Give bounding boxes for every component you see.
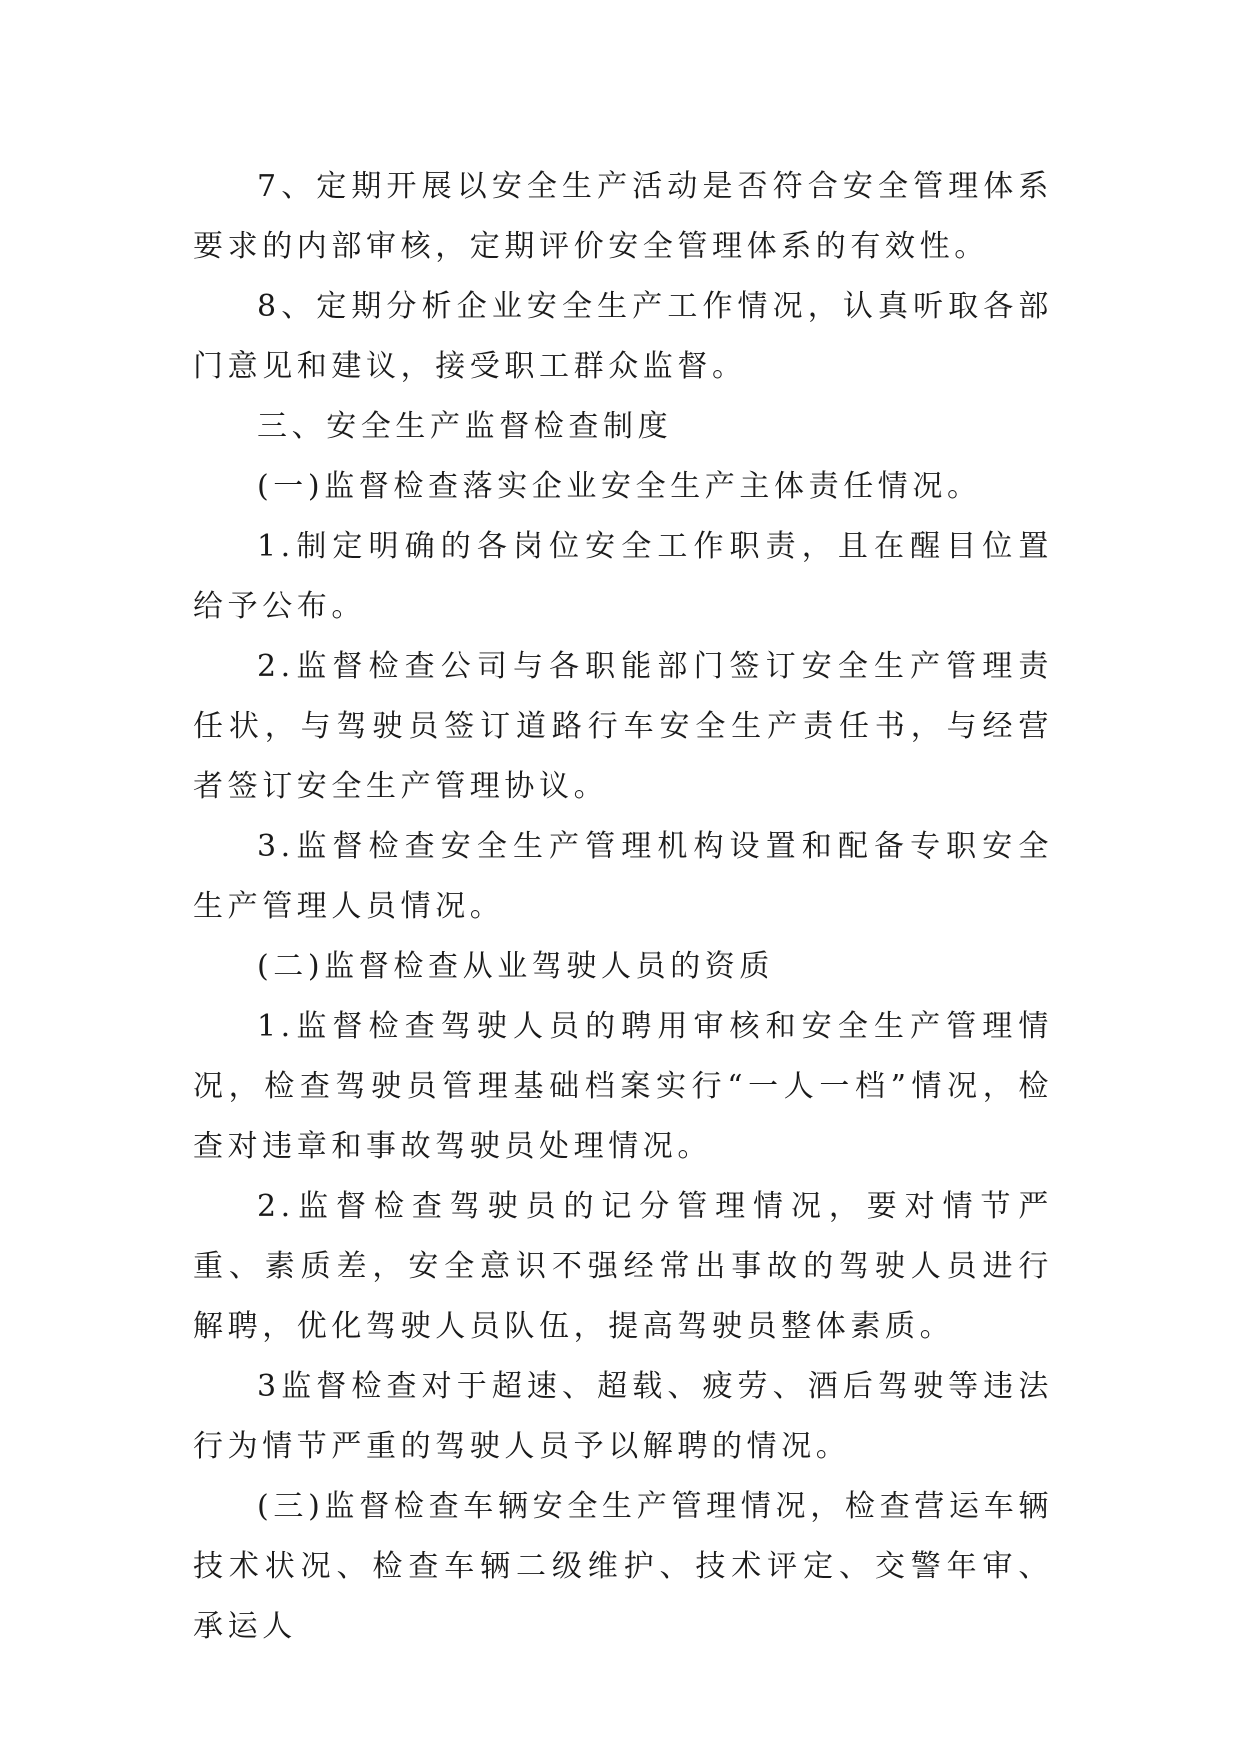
paragraph-2-2: 2.监督检查驾驶员的记分管理情况，要对情节严重、素质差，安全意识不强经常出事故的驾驶人员进行解聘，优化驾驶人员队伍，提高驾驶员整体素质。 [193, 1189, 1053, 1344]
subsection-heading-2: (二)监督检查从业驾驶人员的资质 [257, 949, 775, 984]
paragraph-1-1: 1.制定明确的各岗位安全工作职责，且在醒目位置给予公布。 [193, 529, 1053, 624]
paragraph-2-1: 1.监督检查驾驶人员的聘用审核和安全生产管理情况，检查驾驶员管理基础档案实行“一人一档”情况，检查对违章和事故驾驶员处理情况。 [193, 1009, 1053, 1164]
paragraph-item-8: 8、定期分析企业安全生产工作情况，认真听取各部门意见和建议，接受职工群众监督。 [193, 289, 1053, 384]
paragraph-item-7: 7、定期开展以安全生产活动是否符合安全管理体系要求的内部审核，定期评价安全管理体系的有效性。 [193, 169, 1053, 264]
paragraph-1-3: 3.监督检查安全生产管理机构设置和配备专职安全生产管理人员情况。 [193, 829, 1053, 924]
document-body [193, 157, 1053, 1657]
subsection-heading-1: (一)监督检查落实企业安全生产主体责任情况。 [257, 469, 982, 504]
section-heading-3: 三、安全生产监督检查制度 [257, 409, 673, 444]
subsection-heading-3: (三)监督检查车辆安全生产管理情况，检查营运车辆技术状况、检查车辆二级维护、技术评定、交警年审、承运人 [193, 1489, 1053, 1644]
paragraph-1-2: 2.监督检查公司与各职能部门签订安全生产管理责任状，与驾驶员签订道路行车安全生产责任书，与经营者签订安全生产管理协议。 [193, 649, 1053, 804]
paragraph-2-3: 3监督检查对于超速、超载、疲劳、酒后驾驶等违法行为情节严重的驾驶人员予以解聘的情况。 [193, 1369, 1053, 1464]
